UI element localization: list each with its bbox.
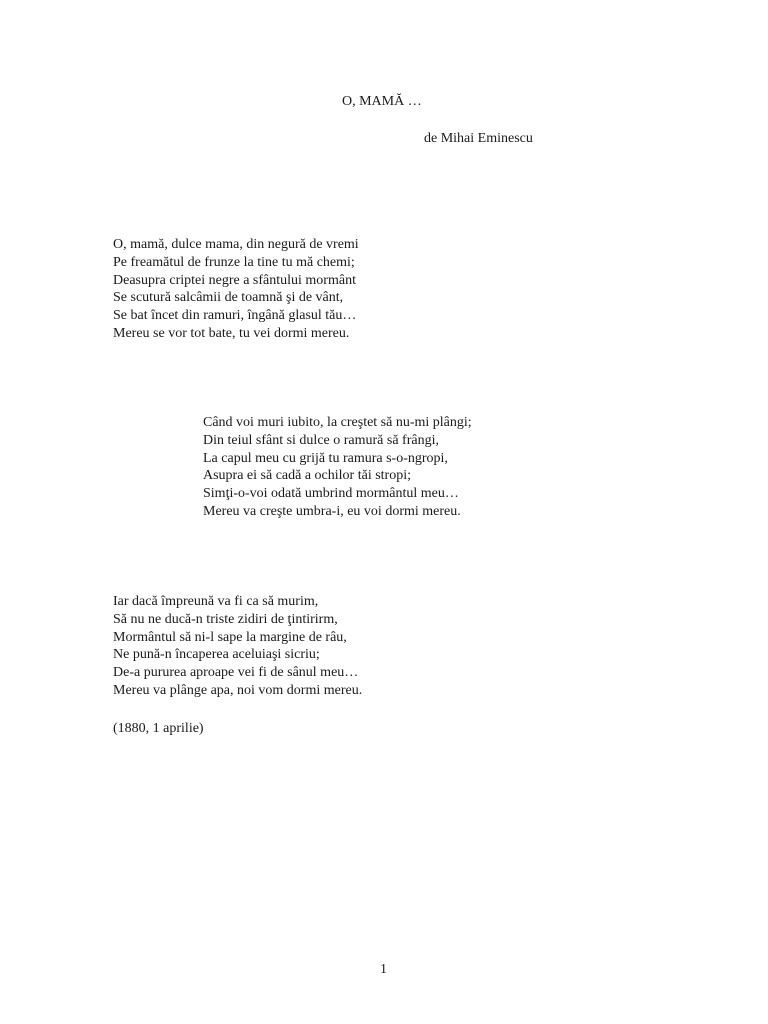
poem-date: (1880, 1 aprilie) [113, 721, 204, 736]
stanza-line: Asupra ei să cadă a ochilor tăi stropi; [203, 468, 411, 484]
stanza-3 [113, 593, 362, 700]
stanza-line: Când voi muri iubito, la creştet să nu-mi plângi; [203, 415, 472, 430]
stanza-line: Mereu va creşte umbra-i, eu voi dormi mereu. [203, 503, 461, 519]
page-number: 1 [380, 962, 387, 977]
poem-author: de Mihai Eminescu [424, 131, 533, 146]
stanza-line: Ne pună-n încaperea aceluiaşi sicriu; [113, 647, 320, 663]
stanza-line: Se scutură salcâmii de toamnă şi de vânt, [113, 290, 344, 306]
stanza-line: Simţi-o-voi odată umbrind mormântul meu… [203, 486, 459, 502]
stanza-line: Deasupra criptei negre a sfântului mormânt [113, 272, 356, 288]
stanza-line: Iar dacă împreună va fi ca să murim, [113, 594, 319, 609]
stanza-2 [203, 414, 472, 521]
stanza-line: Mereu va plânge apa, noi vom dormi mereu. [113, 682, 363, 698]
stanza-line: Se bat încet din ramuri, îngână glasul tău… [113, 308, 357, 324]
stanza-line: Mereu se vor tot bate, tu vei dormi mereu. [113, 325, 350, 341]
stanza-line: Mormântul să ni-l sape la margine de râu, [113, 629, 347, 645]
stanza-line: Să nu ne ducă-n triste zidiri de ţintirirm, [113, 611, 338, 627]
stanza-line: De-a pururea aproape vei fi de sânul meu… [113, 665, 359, 681]
stanza-line: Pe freamătul de frunze la tine tu mă chemi; [113, 254, 355, 270]
stanza-line: Din teiul sfânt si dulce o ramură să frângi, [203, 432, 439, 448]
stanza-line: La capul meu cu grijă tu ramura s-o-ngropi, [203, 450, 448, 466]
stanza-1 [113, 236, 359, 343]
poem-title: O, MAMĂ … [342, 94, 422, 109]
stanza-line: O, mamă, dulce mama, din negură de vremi [113, 237, 359, 252]
